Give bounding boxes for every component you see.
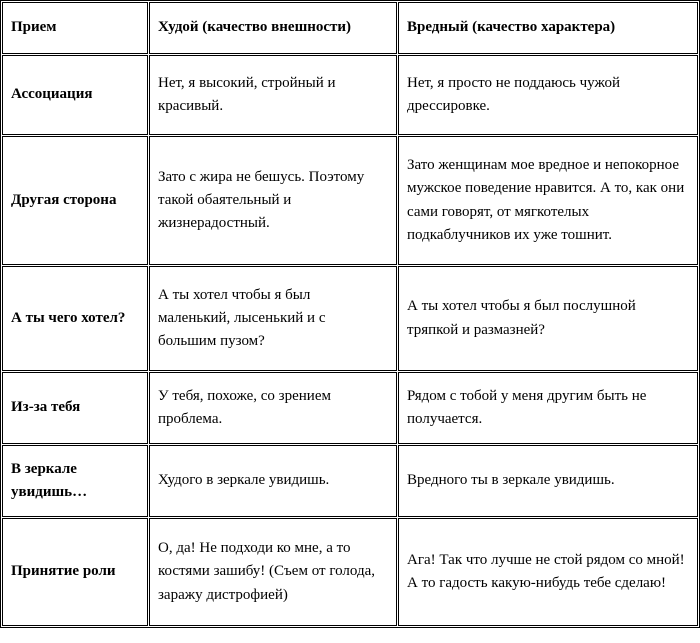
cell-thin: А ты хотел чтобы я был маленький, лысенький и с большим пузом? xyxy=(149,266,397,371)
table-header-row xyxy=(2,2,698,54)
cell-technique: Принятие роли xyxy=(2,518,148,626)
cell-harmful: Вредного ты в зеркале увидишь. xyxy=(398,445,698,517)
header-cell-technique: Прием xyxy=(2,2,148,54)
table-row xyxy=(2,136,698,265)
cell-thin: Зато с жира не бешусь. Поэтому такой обаятельный и жизнерадостный. xyxy=(149,136,397,265)
cell-harmful: Ага! Так что лучше не стой рядом со мной! А то гадость какую-нибудь тебе сделаю! xyxy=(398,518,698,626)
cell-technique: А ты чего хотел? xyxy=(2,266,148,371)
cell-harmful: Рядом с тобой у меня другим быть не получается. xyxy=(398,372,698,444)
cell-thin: У тебя, похоже, со зрением проблема. xyxy=(149,372,397,444)
header-cell-harmful: Вредный (качество характера) xyxy=(398,2,698,54)
cell-harmful: А ты хотел чтобы я был послушной тряпкой и размазней? xyxy=(398,266,698,371)
cell-technique: Другая сторона xyxy=(2,136,148,265)
cell-technique: Ассоциация xyxy=(2,55,148,135)
table-row xyxy=(2,445,698,517)
table-row xyxy=(2,55,698,135)
cell-harmful: Зато женщинам мое вредное и непокорное мужское поведение нравится. А то, как они сами говорят, от мягкотелых подкаблучников их уже тошнит. xyxy=(398,136,698,265)
cell-thin: Худого в зеркале увидишь. xyxy=(149,445,397,517)
cell-thin: О, да! Не подходи ко мне, а то костями зашибу! (Съем от голода, заражу дистрофией) xyxy=(149,518,397,626)
header-cell-thin: Худой (качество внешности) xyxy=(149,2,397,54)
table-row xyxy=(2,266,698,371)
table-row xyxy=(2,372,698,444)
cell-technique: В зеркале увидишь… xyxy=(2,445,148,517)
cell-technique: Из-за тебя xyxy=(2,372,148,444)
cell-thin: Нет, я высокий, стройный и красивый. xyxy=(149,55,397,135)
table-row xyxy=(2,518,698,626)
cell-harmful: Нет, я просто не поддаюсь чужой дрессировке. xyxy=(398,55,698,135)
